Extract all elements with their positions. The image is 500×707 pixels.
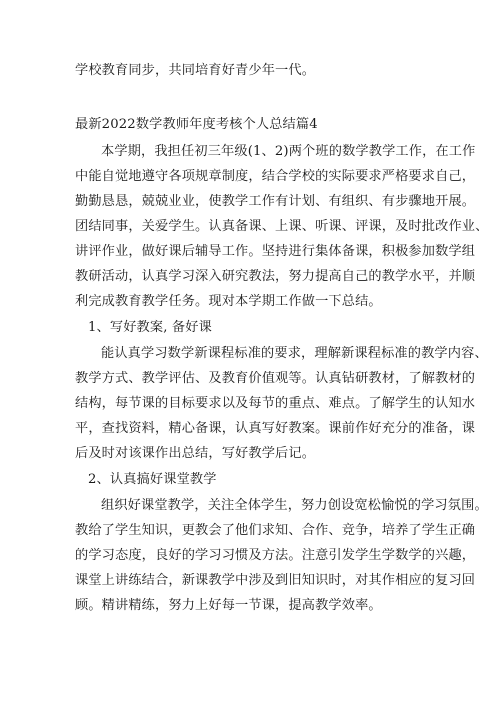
paragraph-line: 平，查找资料，精心备课，认真写好教案。课前作好充分的准备，课	[75, 421, 476, 436]
paragraph-line: 团结同事，关爱学生。认真备课、上课、听课、评课，及时批改作业、	[75, 219, 489, 234]
paragraph-line: 教学方式、教学评估、及教育价值观等。认真钻研教材，了解教材的	[75, 371, 476, 386]
paragraph-line: 结构，每节课的目标要求以及每节的重点、难点。了解学生的认知水	[75, 396, 476, 411]
paragraph-line: 顾。精讲精练，努力上好每一节课，提高教学效率。	[75, 598, 382, 613]
paragraph-line: 能认真学习数学新课程标准的要求，理解新课程标准的教学内容、	[101, 346, 488, 361]
paragraph-line: 讲评作业，做好课后辅导工作。坚持进行集体备课，积极参加数学组	[75, 244, 476, 259]
paragraph-line: 利完成教育教学任务。现对本学期工作做一下总结。	[75, 294, 382, 309]
paragraph-line: 的学习态度，良好的学习习惯及方法。注意引发学生学数学的兴趣，	[75, 548, 476, 563]
paragraph-line: 组织好课堂教学，关注全体学生，努力创设宽松愉悦的学习氛围。	[101, 498, 488, 513]
document-title: 最新2022数学教师年度考核个人总结篇4	[75, 117, 318, 132]
section-1-heading: 1、写好教案, 备好课	[88, 320, 212, 335]
paragraph-line: 勤勤恳恳，兢兢业业，使教学工作有计划、有组织、有步骤地开展。	[75, 194, 476, 209]
paragraph-line: 课堂上讲练结合，新课教学中涉及到旧知识时，对其作相应的复习回	[75, 573, 476, 588]
intro-line: 学校教育同步，共同培育好青少年一代。	[75, 63, 316, 78]
paragraph-line: 后及时对该课作出总结，写好教学后记。	[75, 446, 316, 461]
paragraph-line: 教研活动，认真学习深入研究教法，努力提高自己的教学水平，并顺	[75, 269, 476, 284]
paragraph-line: 中能自觉地遵守各项规章制度，结合学校的实际要求严格要求自己，	[75, 169, 476, 184]
section-2-heading: 2、认真搞好课堂教学	[88, 472, 217, 487]
paragraph-line: 教给了学生知识，更教会了他们求知、合作、竞争，培养了学生正确	[75, 523, 476, 538]
paragraph-line: 本学期，我担任初三年级(1、2)两个班的数学教学工作，在工作	[101, 144, 476, 159]
